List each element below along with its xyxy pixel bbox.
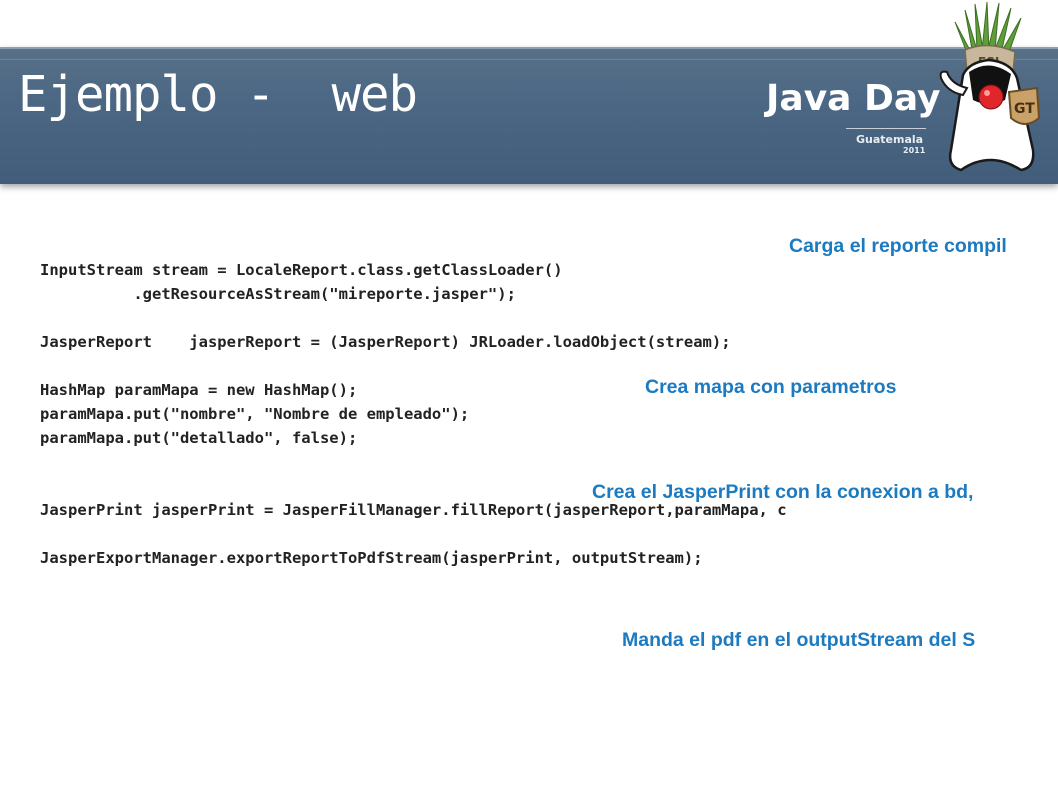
code-line: InputStream stream = LocaleReport.class.getClassLoader() (40, 261, 563, 279)
note-create-map: Crea mapa con parametros (645, 376, 897, 398)
note-send-pdf: Manda el pdf en el outputStream del S (622, 629, 976, 651)
code-line: JasperReport jasperReport = (JasperReport) JRLoader.loadObject(stream); (40, 333, 731, 351)
code-line: paramMapa.put("detallado", false); (40, 429, 358, 447)
code-block (40, 258, 787, 570)
code-line: HashMap paramMapa = new HashMap(); (40, 381, 358, 399)
duke-mascot-icon (925, 0, 1058, 185)
code-line (40, 522, 787, 546)
logo-year: 2011 (903, 146, 926, 155)
code-line (40, 354, 787, 378)
code-line (40, 306, 787, 330)
code-line: JasperPrint jasperPrint = JasperFillManager.fillReport(jasperReport,paramMapa, c (40, 501, 787, 519)
svg-text:GT: GT (1014, 101, 1035, 117)
code-line: paramMapa.put("nombre", "Nombre de empleado"); (40, 405, 470, 423)
code-line: .getResourceAsStream("mireporte.jasper"); (40, 285, 516, 303)
slide-title: Ejemplo - web (18, 66, 418, 123)
code-line (40, 450, 787, 474)
note-load-report: Carga el reporte compil (789, 235, 1007, 257)
logo-divider (846, 128, 926, 129)
logo-city: Guatemala (856, 133, 924, 146)
java-day-logo-text: Java Day (766, 78, 941, 119)
code-line: JasperExportManager.exportReportToPdfStream(jasperPrint, outputStream); (40, 549, 703, 567)
note-create-print: Crea el JasperPrint con la conexion a bd, (592, 481, 974, 503)
header-highlight-line (0, 59, 1058, 60)
